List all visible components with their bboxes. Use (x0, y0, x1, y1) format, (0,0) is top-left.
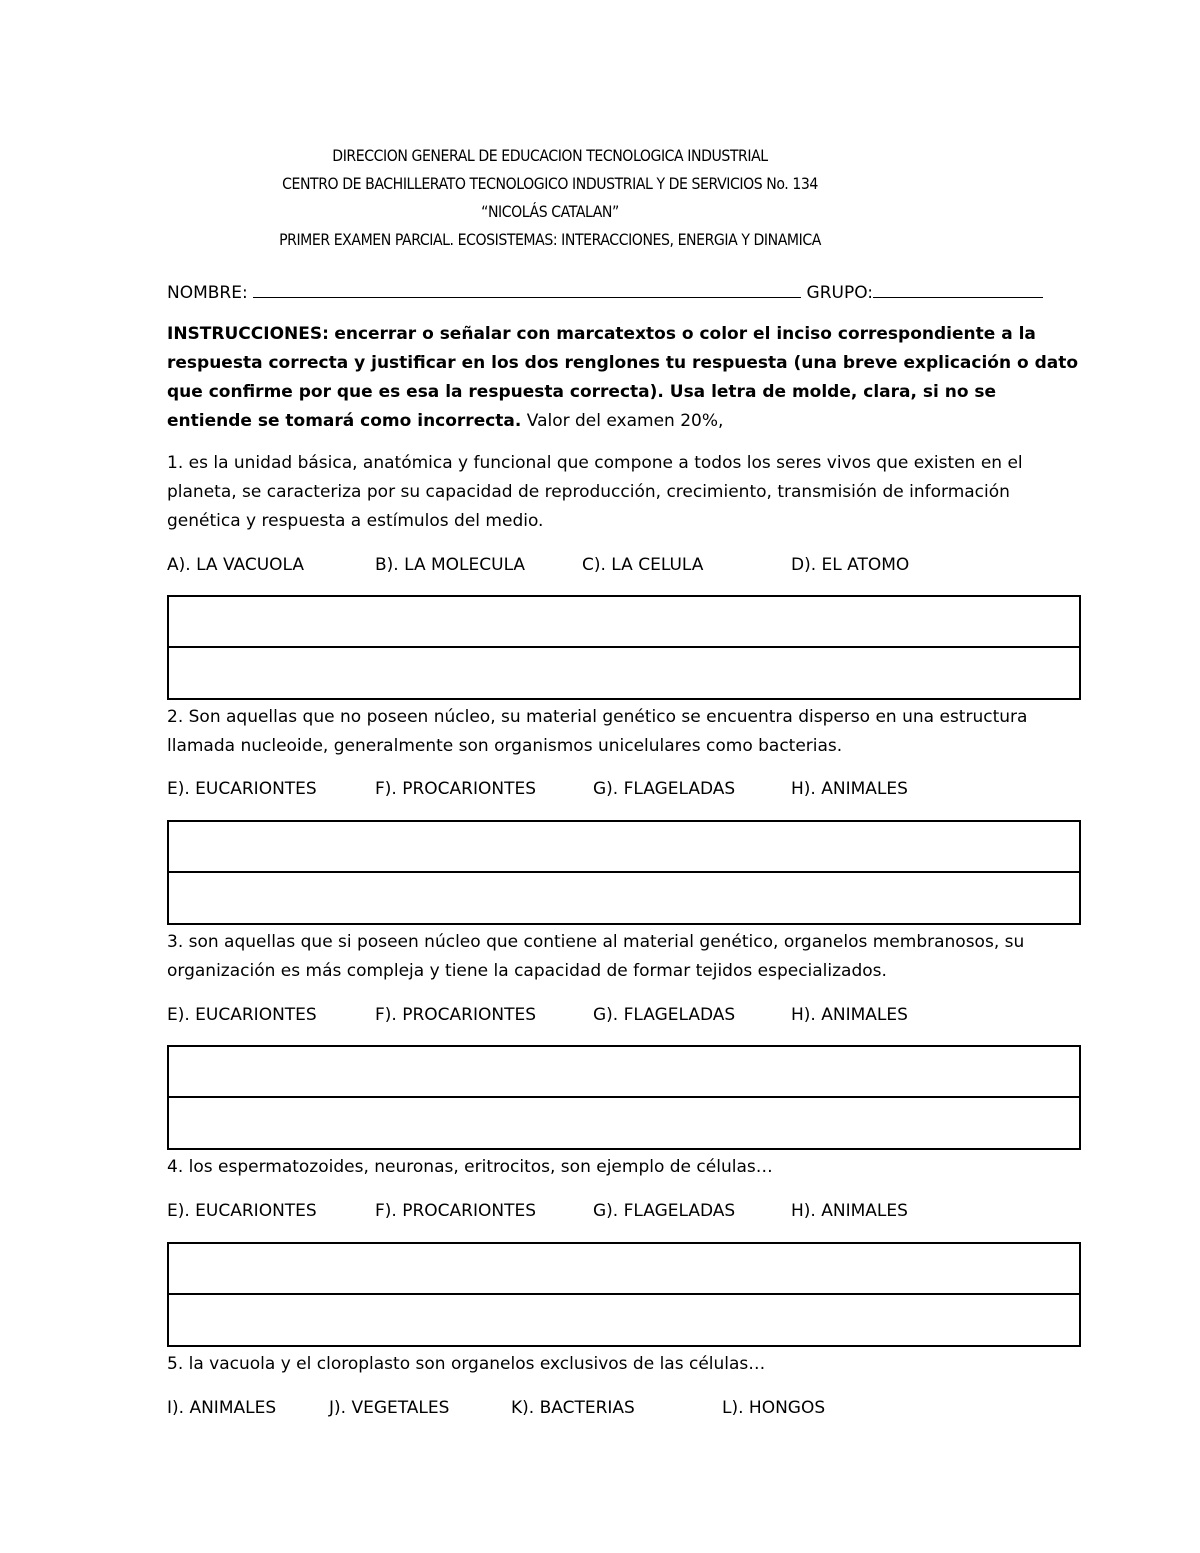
header-exam-title: PRIMER EXAMEN PARCIAL. ECOSISTEMAS: INTERACCIONES, ENERGIA Y DINAMICA (279, 230, 821, 249)
exam-value-text: Valor del examen 20%, (526, 411, 724, 431)
option-c[interactable]: C). LA CELULA (582, 555, 704, 575)
question-4-options (167, 1199, 1082, 1223)
header-school-name: “NICOLÁS CATALAN” (481, 202, 619, 221)
option-d[interactable]: D). EL ATOMO (791, 555, 910, 575)
option-f[interactable]: F). PROCARIONTES (375, 779, 537, 799)
question-3-answer-box (167, 1045, 1081, 1150)
option-f[interactable]: F). PROCARIONTES (375, 1005, 537, 1025)
answer-line-1[interactable] (169, 597, 1079, 648)
instructions-label: INSTRUCCIONES: (167, 324, 329, 344)
answer-line-2[interactable] (169, 648, 1079, 699)
answer-line-1[interactable] (169, 1244, 1079, 1295)
option-h[interactable]: H). ANIMALES (791, 1005, 908, 1025)
option-j[interactable]: J). VEGETALES (329, 1398, 450, 1418)
group-label: GRUPO: (806, 283, 874, 303)
student-info-line (167, 281, 1067, 304)
answer-line-2[interactable] (169, 873, 1079, 924)
instructions (167, 320, 1082, 436)
option-g[interactable]: G). FLAGELADAS (593, 779, 736, 799)
instructions-text: encerrar o señalar con marcatextos o color el inciso correspondiente a la respuesta correcta y justificar en los dos renglones tu respuesta (una breve explicación o dato que confirme por que es esa la respuesta correcta). Usa letra de molde, clara, si no se entiende se tomará como incorrecta. (167, 324, 1079, 431)
option-e[interactable]: E). EUCARIONTES (167, 1005, 317, 1025)
option-i[interactable]: I). ANIMALES (167, 1398, 277, 1418)
question-2-text: 2. Son aquellas que no poseen núcleo, su material genético se encuentra disperso en una estructura llamada nucleoide, generalmente son organismos unicelulares como bacterias. (167, 707, 1028, 756)
option-k[interactable]: K). BACTERIAS (511, 1398, 635, 1418)
option-a[interactable]: A). LA VACUOLA (167, 555, 305, 575)
question-1-answer-box (167, 595, 1081, 700)
option-b[interactable]: B). LA MOLECULA (375, 555, 526, 575)
answer-line-2[interactable] (169, 1295, 1079, 1346)
name-field[interactable] (253, 281, 801, 298)
question-5-text: 5. la vacuola y el cloroplasto son organelos exclusivos de las células… (167, 1354, 766, 1374)
option-e[interactable]: E). EUCARIONTES (167, 1201, 317, 1221)
question-5-options (167, 1396, 1082, 1420)
question-3-text: 3. son aquellas que si poseen núcleo que contiene al material genético, organelos membranosos, su organización es más compleja y tiene la capacidad de formar tejidos especializados. (167, 932, 1025, 981)
answer-line-1[interactable] (169, 822, 1079, 873)
option-h[interactable]: H). ANIMALES (791, 779, 908, 799)
answer-line-1[interactable] (169, 1047, 1079, 1098)
option-g[interactable]: G). FLAGELADAS (593, 1201, 736, 1221)
question-4-text: 4. los espermatozoides, neuronas, eritrocitos, son ejemplo de células… (167, 1157, 773, 1177)
answer-line-2[interactable] (169, 1098, 1079, 1149)
option-f[interactable]: F). PROCARIONTES (375, 1201, 537, 1221)
option-h[interactable]: H). ANIMALES (791, 1201, 908, 1221)
header-school: CENTRO DE BACHILLERATO TECNOLOGICO INDUSTRIAL Y DE SERVICIOS No. 134 (282, 174, 818, 193)
question-1-text: 1. es la unidad básica, anatómica y funcional que compone a todos los seres vivos que existen en el planeta, se caracteriza por su capacidad de reproducción, crecimiento, transmisión de información genética y respuesta a estímulos del medio. (167, 453, 1023, 531)
question-3-options (167, 1003, 1082, 1027)
name-label: NOMBRE: (167, 283, 248, 303)
option-e[interactable]: E). EUCARIONTES (167, 779, 317, 799)
question-2-options (167, 777, 1082, 801)
option-g[interactable]: G). FLAGELADAS (593, 1005, 736, 1025)
question-4-answer-box (167, 1242, 1081, 1347)
header-institution: DIRECCION GENERAL DE EDUCACION TECNOLOGICA INDUSTRIAL (332, 146, 768, 165)
question-1-options (167, 553, 1082, 577)
question-2-answer-box (167, 820, 1081, 925)
group-field[interactable] (873, 281, 1043, 298)
option-l[interactable]: L). HONGOS (722, 1398, 826, 1418)
exam-header (0, 142, 1100, 254)
